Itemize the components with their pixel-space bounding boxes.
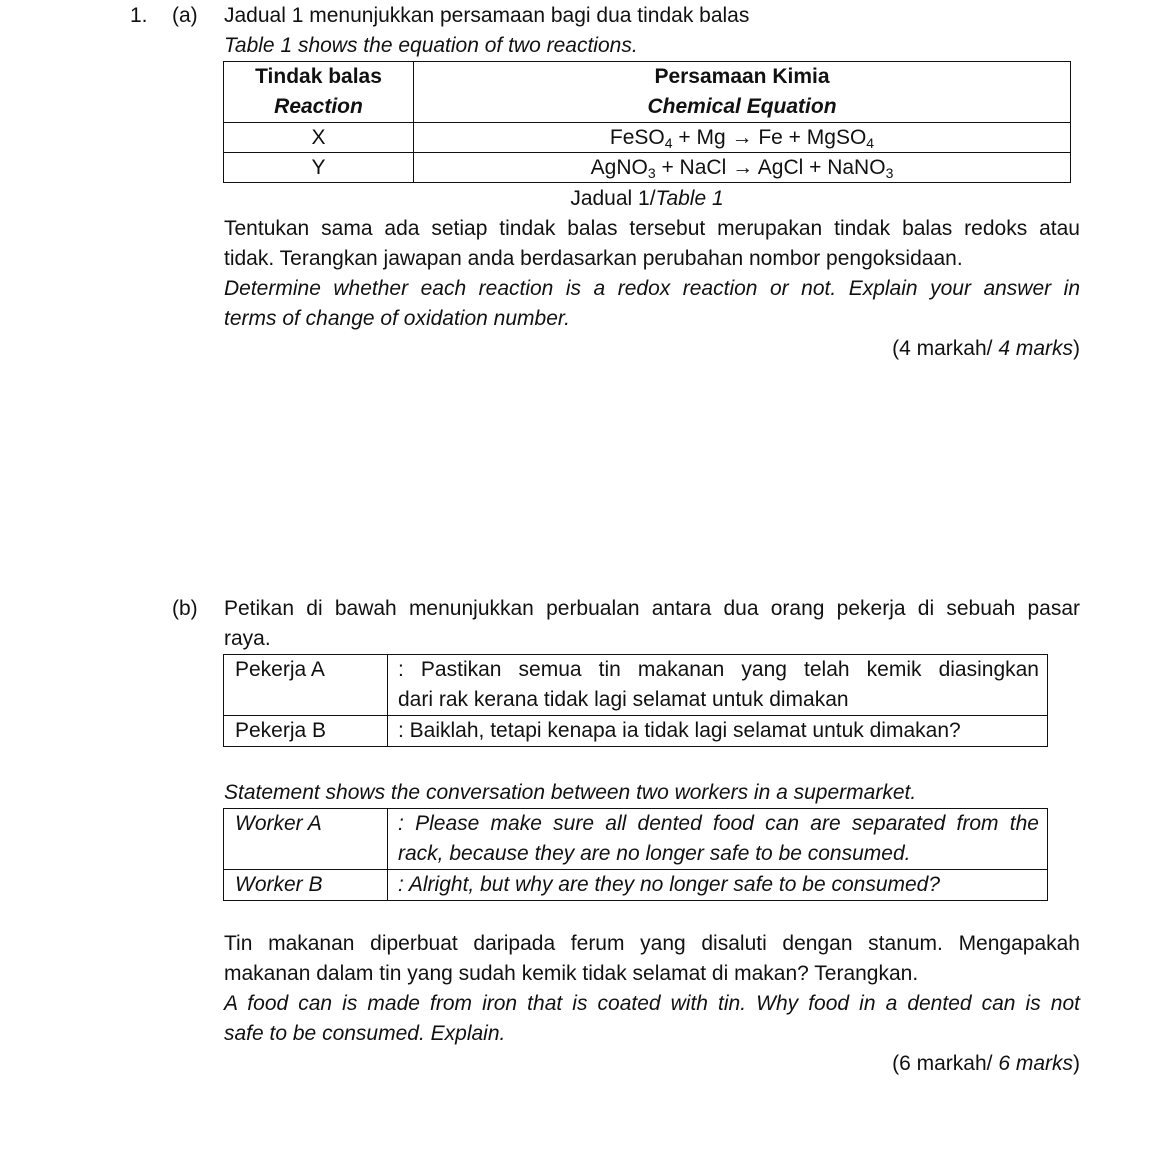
part-b-label: (b) <box>172 597 198 620</box>
speaker-label: Worker B <box>224 870 388 901</box>
equation-term: FeSO <box>609 126 665 149</box>
equation-term: AgCl + NaNO <box>753 156 886 179</box>
speech-line: : Baiklah, tetapi kenapa ia tidak lagi selamat untuk dimakan? <box>398 719 961 742</box>
table-row <box>224 716 1048 747</box>
marks-en: 6 marks <box>998 1052 1073 1075</box>
speaker-label: Pekerja B <box>224 716 388 747</box>
header-equation-en: Chemical Equation <box>647 95 837 118</box>
equation-term: AgNO <box>590 156 648 179</box>
header-reaction-en: Reaction <box>274 95 363 118</box>
reaction-label: X <box>224 123 414 153</box>
instruction-en-line2: terms of change of oxidation number. <box>224 307 570 330</box>
instruction-ms-line2: tidak. Terangkan jawapan anda berdasarkan perubahan nombor pengoksidaan. <box>224 247 963 270</box>
marks-close: ) <box>1073 337 1080 360</box>
caption-ms: Jadual 1/ <box>570 187 656 210</box>
table-caption <box>223 184 1071 214</box>
speech-text <box>388 716 1048 747</box>
question-en-line2: safe to be consumed. Explain. <box>224 1022 506 1045</box>
instruction-en-line1: Determine whether each reaction is a redox reaction or not. Explain your answer in <box>224 277 1080 300</box>
speech-line: dari rak kerana tidak lagi selamat untuk dimakan <box>398 688 849 711</box>
part-b-intro-ms-line1: Petikan di bawah menunjukkan perbualan antara dua orang pekerja di sebuah pasar <box>224 597 1080 620</box>
table-row <box>224 870 1048 901</box>
reaction-label: Y <box>224 153 414 183</box>
equation-subscript: 4 <box>866 135 875 151</box>
conversation-table-en <box>223 808 1048 901</box>
speech-text <box>388 655 1048 716</box>
reaction-table <box>223 61 1071 183</box>
part-b-marks <box>892 1049 1080 1079</box>
question-ms-line2: makanan dalam tin yang sudah kemik tidak selamat di makan? Terangkan. <box>224 962 919 985</box>
part-a-intro-ms: Jadual 1 menunjukkan persamaan bagi dua tindak balas <box>224 4 750 27</box>
speech-text <box>388 870 1048 901</box>
instruction-ms-line1: Tentukan sama ada setiap tindak balas tersebut merupakan tindak balas redoks atau <box>224 217 1080 240</box>
conversation-table-ms <box>223 654 1048 747</box>
marks-close: ) <box>1073 1052 1080 1075</box>
speech-line: : Alright, but why are they no longer safe to be consumed? <box>398 873 941 896</box>
reaction-arrow: → <box>731 126 753 149</box>
speech-line: : Please make sure all dented food can are separated from the <box>398 812 1039 835</box>
speech-line: : Pastikan semua tin makanan yang telah kemik diasingkan <box>398 658 1039 681</box>
table-row <box>224 153 1071 183</box>
equation-term: + NaCl <box>655 156 733 179</box>
table-row <box>224 809 1048 870</box>
equation-term: + Mg <box>672 126 732 149</box>
chemical-equation <box>414 123 1071 153</box>
marks-ms: (4 markah/ <box>892 337 999 360</box>
table-header-equation <box>414 62 1071 123</box>
equation-term: Fe + MgSO <box>752 126 867 149</box>
reaction-arrow: → <box>732 156 754 179</box>
equation-subscript: 3 <box>647 165 656 181</box>
caption-en: Table 1 <box>655 187 724 210</box>
table-row <box>224 123 1071 153</box>
table-row <box>224 655 1048 716</box>
question-en-line1: A food can is made from iron that is coated with tin. Why food in a dented can is not <box>224 992 1080 1015</box>
speaker-label: Worker A <box>224 809 388 870</box>
part-a-intro-en: Table 1 shows the equation of two reactions. <box>224 34 638 57</box>
speaker-label: Pekerja A <box>224 655 388 716</box>
equation-subscript: 4 <box>664 135 673 151</box>
speech-line: rack, because they are no longer safe to be consumed. <box>398 842 911 865</box>
statement-en: Statement shows the conversation between two workers in a supermarket. <box>224 781 917 804</box>
part-a-marks <box>892 334 1080 364</box>
marks-ms: (6 markah/ <box>892 1052 999 1075</box>
part-a-label: (a) <box>172 4 198 27</box>
header-equation-ms: Persamaan Kimia <box>654 65 830 88</box>
chemical-equation <box>414 153 1071 183</box>
part-b-intro-ms-line2: raya. <box>224 627 271 650</box>
marks-en: 4 marks <box>998 337 1073 360</box>
table-header-reaction <box>224 62 414 123</box>
header-reaction-ms: Tindak balas <box>255 65 382 88</box>
question-ms-line1: Tin makanan diperbuat daripada ferum yang disaluti dengan stanum. Mengapakah <box>224 932 1080 955</box>
equation-subscript: 3 <box>885 165 894 181</box>
speech-text <box>388 809 1048 870</box>
question-number: 1. <box>130 4 148 27</box>
